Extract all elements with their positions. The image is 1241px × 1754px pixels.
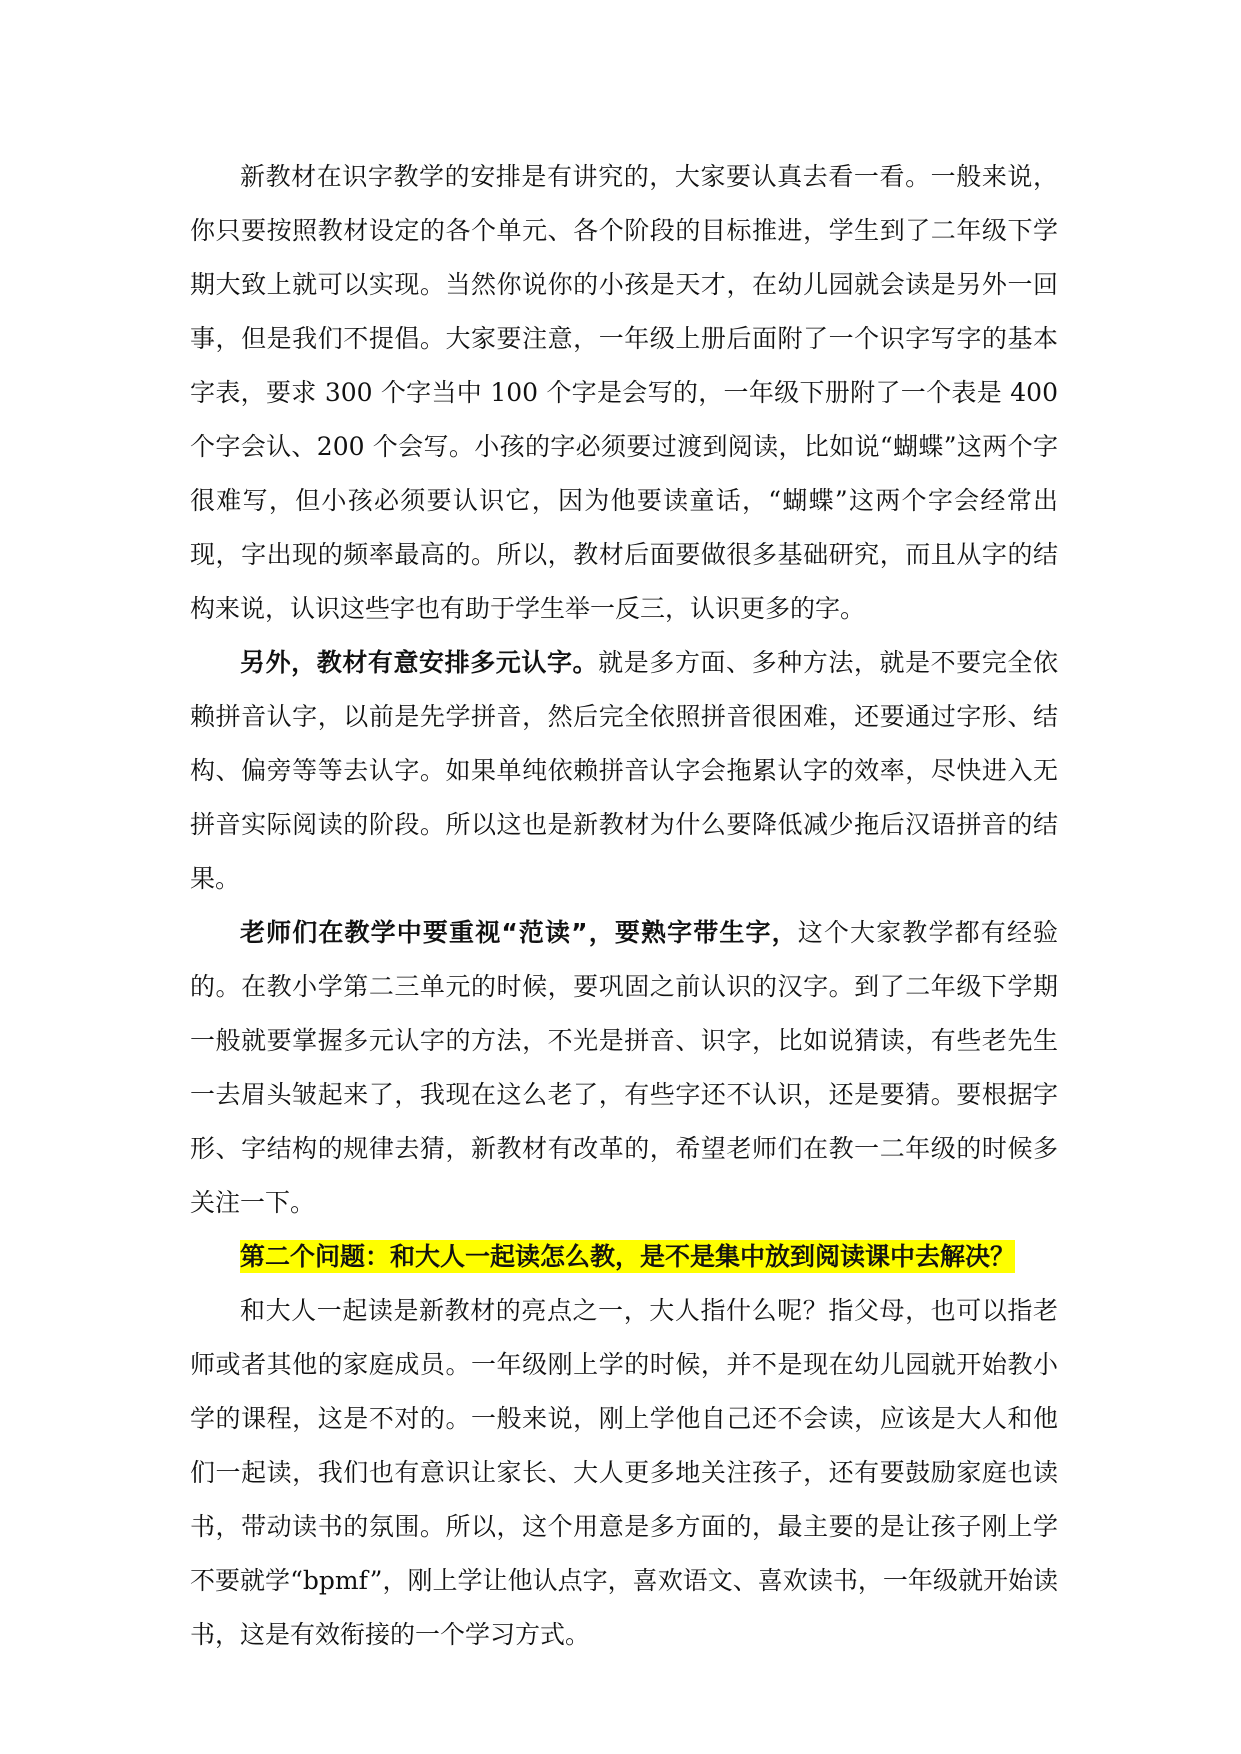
paragraph-multiple-methods <box>190 636 1058 906</box>
highlighted-question: 第二个问题：和大人一起读怎么教，是不是集中放到阅读课中去解决？ <box>240 1242 1016 1271</box>
paragraph-bold-lead: 老师们在教学中要重视“范读”，要熟字带生字， <box>240 918 798 947</box>
paragraph-literacy-arrangement <box>190 150 1058 636</box>
paragraph-text: 新教材在识字教学的安排是有讲究的，大家要认真去看一看。一般来说，你只要按照教材设定的各个单元、各个阶段的目标推进，学生到了二年级下学期大致上就可以实现。当然你说你的小孩是天才，在幼儿园就会读是另外一回事，但是我们不提倡。大家要注意，一年级上册后面附了一个识字写字的基本字表，要求 300 个字当中 100 个字是会写的，一年级下册附了一个表是 400 个字会认、200 个会写。小孩的字必须要过渡到阅读，比如说“蝴蝶”这两个字很难写，但小孩必须要认识它，因为他要读童话，“蝴蝶”这两个字会经常出现，字出现的频率最高的。所以，教材后面要做很多基础研究，而且从字的结构来说，认识这些字也有助于学生举一反三，认识更多的字。 <box>190 162 1058 623</box>
paragraph-bold-lead: 另外，教材有意安排多元认字。 <box>240 648 599 677</box>
paragraph-read-with-adults <box>190 1284 1058 1662</box>
section-heading <box>190 1230 1058 1284</box>
paragraph-text: 这个大家教学都有经验的。在教小学第二三单元的时候，要巩固之前认识的汉字。到了二年级下学期一般就要掌握多元认字的方法，不光是拼音、识字，比如说猜读，有些老先生一去眉头皱起来了，我现在这么老了，有些字还不认识，还是要猜。要根据字形、字结构的规律去猜，新教材有改革的，希望老师们在教一二年级的时候多关注一下。 <box>190 918 1058 1217</box>
document-body <box>190 150 1058 1662</box>
paragraph-text: 和大人一起读是新教材的亮点之一，大人指什么呢？指父母，也可以指老师或者其他的家庭成员。一年级刚上学的时候，并不是现在幼儿园就开始教小学的课程，这是不对的。一般来说，刚上学他自己还不会读，应该是大人和他们一起读，我们也有意识让家长、大人更多地关注孩子，还有要鼓励家庭也读书，带动读书的氛围。所以，这个用意是多方面的，最主要的是让孩子刚上学不要就学“bpmf”，刚上学让他认点字，喜欢语文、喜欢读书，一年级就开始读书，这是有效衔接的一个学习方式。 <box>190 1296 1058 1649</box>
paragraph-model-reading <box>190 906 1058 1230</box>
paragraph-text: 就是多方面、多种方法，就是不要完全依赖拼音认字，以前是先学拼音，然后完全依照拼音很困难，还要通过字形、结构、偏旁等等去认字。如果单纯依赖拼音认字会拖累认字的效率，尽快进入无拼音实际阅读的阶段。所以这也是新教材为什么要降低减少拖后汉语拼音的结果。 <box>190 648 1058 893</box>
